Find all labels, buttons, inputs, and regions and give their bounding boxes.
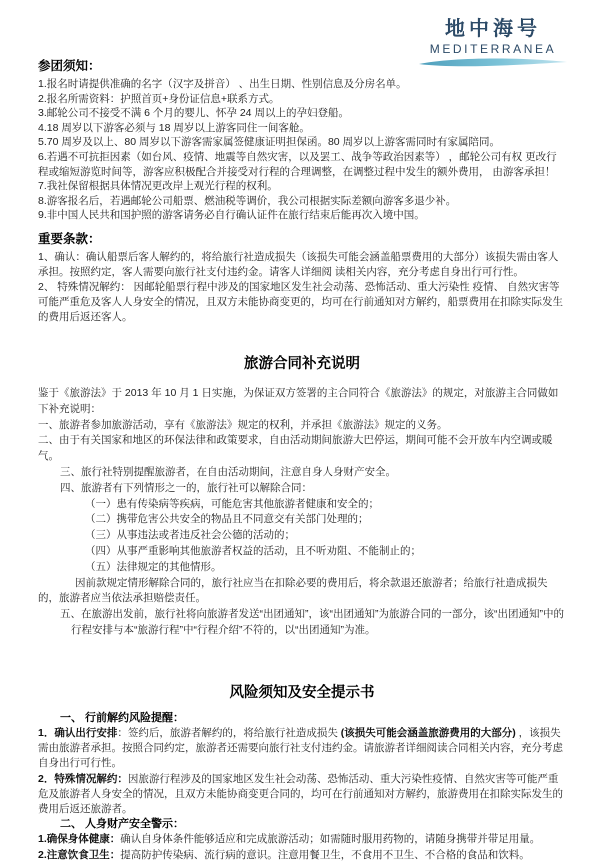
- risk-item-text: ，该损失需由旅游者承担。按照合同约定，旅游者还需要向旅行社支付违约金。请旅游者详细阅读合同相关内容，充分考虑自身出行可行性。: [38, 726, 563, 770]
- notice-title: 参团须知：: [38, 59, 101, 73]
- contract-subitem: （一）患有传染病等疾病，可能危害其他旅游者健康和安全的；: [85, 497, 379, 510]
- contract-subitem: （四）从事严重影响其他旅游者权益的活动，且不听劝阻、不能制止的；: [85, 544, 421, 557]
- section-terms: [38, 229, 566, 325]
- risk-warning-lead: 1.确保身体健康：: [38, 833, 121, 846]
- risk-title: 风险须知及安全提示书: [229, 684, 375, 701]
- risk-warning: [38, 848, 566, 863]
- contract-item: 四、旅游者有下列情形之一的，旅行社可以解除合同：: [60, 481, 312, 494]
- contract-body: [38, 386, 566, 639]
- risk-item-text: 因旅游行程涉及的国家地区发生社会动荡、恐怖活动、重大污染性疫情、自然灾害等可能严重危及旅游者人身安全的情况，且双方未能协商变更合同的，均可在行前通知对方解约，旅游费用在扣除实际发生的费用后返还旅游者。: [38, 772, 563, 815]
- contract-title: 旅游合同补充说明: [244, 355, 360, 372]
- terms-item: 1、确认：确认船票后客人解约的，将给旅行社造成损失（该损失可能会涵盖船票费用的大部分）该损失需由客人承担。按照约定，客人需要向旅行社支付违约金。请客人详细阅 读相关内容，充分考虑自身出行可行性。: [38, 250, 559, 278]
- notice-item: 7.我社保留根据具体情况更改岸上观光行程的权利。: [38, 180, 278, 193]
- section-risk: [38, 681, 566, 863]
- risk-item-emphasis: (该损失可能会涵盖旅游费用的大部分): [340, 726, 516, 739]
- contract-intro: 鉴于《旅游法》于 2013 年 10 月 1 日实施，为保证双方签署的主合同符合《旅游法》的规定，对旅游主合同做如下补充说明：: [38, 386, 559, 415]
- contract-item: 一、旅游者参加旅游活动，享有《旅游法》规定的权利，并承担《旅游法》规定的义务。: [38, 418, 448, 431]
- risk-warning-text: 提高防护传染病、流行病的意识。注意用餐卫生，不食用不卫生、不合格的食品和饮料。: [120, 848, 530, 861]
- notice-item: 6.若遇不可抗拒因素（如台风、疫情、地震等自然灾害，以及罢工、战争等政治因素等） ，邮轮公司有权 更改行程或缩短游览时间等，游客应积极配合并接受对行程的合理调整，在调整过程中发生的额外费用， 由游客承担！: [38, 150, 557, 178]
- risk-subsection-title: 二、 人身财产安全警示：: [60, 818, 185, 831]
- contract-subitem: （三）从事违法或者违反社会公德的活动的；: [85, 529, 295, 542]
- notice-item: 4.18 周岁以下游客必须与 18 周岁以上游客同住一间客舱。: [38, 121, 310, 134]
- notice-item: 3.邮轮公司不接受不满 6 个月的婴儿、怀孕 24 周以上的孕妇登船。: [38, 107, 349, 120]
- contract-paragraph: 因前款规定情形解除合同的，旅行社应当在扣除必要的费用后，将余款退还旅游者；给旅行社造成损失的，旅游者应当依法承担赔偿责任。: [38, 576, 548, 605]
- risk-item-text: ：签约后，旅游者解约的，将给旅行社造成损失: [117, 726, 341, 739]
- wave-icon: [417, 58, 569, 68]
- contract-item: 五、在旅游出发前，旅行社将向旅游者发送“出团通知”，该“出团通知”为旅游合同的一部分，该“出团通知”中的行程安排与本“旅游行程”中“行程介绍”不符的，以“出团通知”为准。: [60, 608, 564, 636]
- notice-item: 5.70 周岁及以上、80 周岁以下游客需家属签健康证明担保函。80 周岁以上游客需同时有家属陪同。: [38, 136, 501, 149]
- notice-item: 1.报名时请提供准确的名字（汉字及拼音） 、出生日期、性别信息及分房名单。: [38, 78, 407, 90]
- brand-name-en: MEDITERRANEA: [429, 42, 557, 56]
- notice-item: 2.报名所需资料：护照首页+身份证信息+联系方式。: [38, 92, 280, 105]
- section-contract: [38, 352, 566, 639]
- risk-item-lead: 2．特殊情况解约：: [38, 772, 128, 785]
- section-notice: [38, 56, 566, 223]
- risk-subsection-title: 一、 行前解约风险提醒：: [60, 711, 185, 724]
- terms-item: 2、 特殊情况解约： 因邮轮船票行程中涉及的国家地区发生社会动荡、恐怖活动、重大污染性 疫情、 自然灾害等可能严重危及客人人身安全的情况，且双方未能协商变更的，均可在行前通知对方解约，船票费用在扣除实际发生的费用后返还客人。: [38, 280, 563, 323]
- contract-item: 三、旅行社特别提醒旅游者，在自由活动期间，注意自身人身财产安全。: [60, 465, 396, 478]
- brand-name-cn: 地中海号: [445, 18, 541, 40]
- contract-subitem: （五）法律规定的其他情形。: [85, 560, 222, 573]
- risk-body: [38, 711, 566, 863]
- risk-item-lead: 1．确认出行安排: [38, 726, 118, 739]
- risk-warning-text: 确认自身体条件能够适应和完成旅游活动；如需随时服用药物的，请随身携带并带足用量。: [120, 833, 541, 846]
- contract-item: 二、由于有关国家和地区的环保法律和政策要求，自由活动期间旅游大巴停运，期间可能不会开放车内空调或暖气。: [38, 434, 553, 463]
- risk-warning-lead: 2.注意饮食卫生：: [38, 848, 121, 861]
- terms-title: 重要条款：: [38, 231, 101, 246]
- risk-item: [38, 726, 566, 772]
- brand-logo: [412, 12, 574, 68]
- contract-subitem: （二）携带危害公共安全的物品且不同意交有关部门处理的；: [85, 513, 369, 526]
- risk-item: [38, 772, 566, 818]
- risk-warning: [38, 832, 566, 847]
- notice-item: 8.游客报名后，若遇邮轮公司船票、燃油税等调价，我公司根据实际差额向游客多退少补。: [38, 194, 457, 207]
- notice-item: 9.非中国人民共和国护照的游客请务必自行确认证件在旅行结束后能再次入境中国。: [38, 209, 425, 222]
